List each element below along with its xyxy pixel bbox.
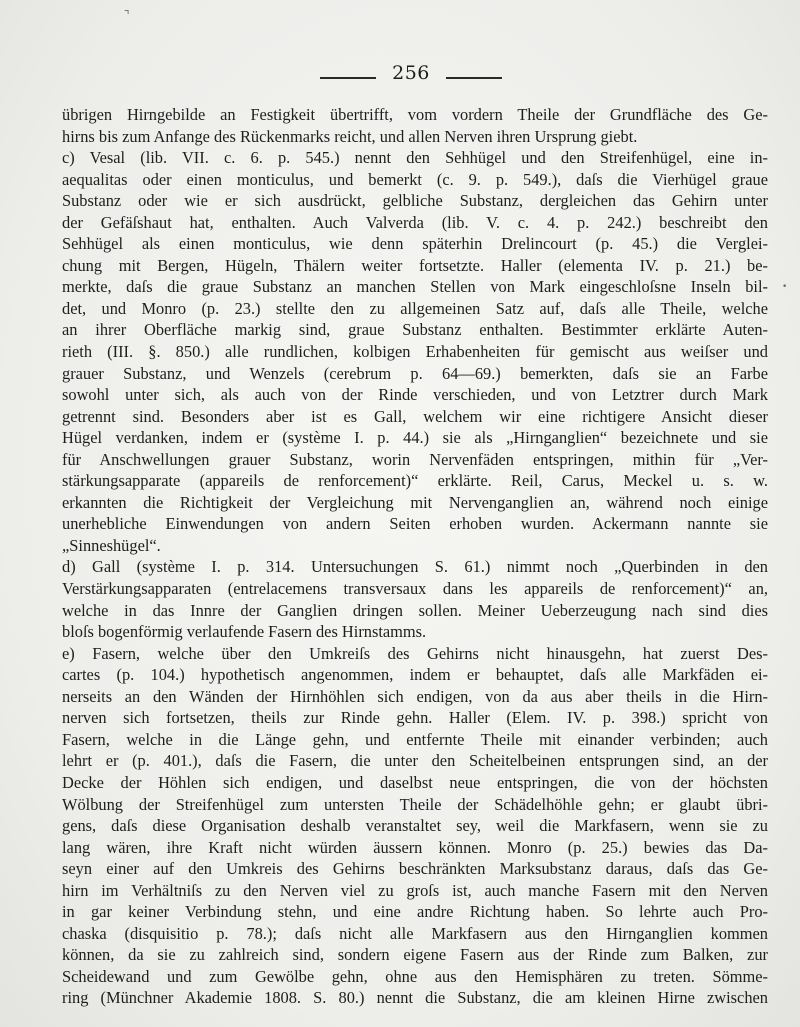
text-line: chung mit Bergen, Hügeln, Thälern weiter fortsetzte. Haller (elementa IV. p. 21.) be- bbox=[62, 255, 768, 275]
text-line: für Anschwellungen grauer Substanz, worin Nervenfäden entspringen, mithin für „Ver- bbox=[62, 449, 768, 469]
text-line: in gar keiner Verbindung stehn, und eine andre Richtung haben. So lehrte auch Pro- bbox=[62, 902, 768, 922]
page-number: 256 bbox=[392, 62, 430, 84]
text-line: grauer Substanz, und Wenzels (cerebrum p. 64—69.) bemerkten, daſs sie an Farbe bbox=[62, 363, 768, 383]
text-line: Sehhügel als einen monticulus, wie denn späterhin Drelincourt (p. 45.) die Verglei- bbox=[62, 234, 768, 254]
text-line: cartes (p. 104.) hypothetisch angenommen, indem er behauptet, daſs alle Markfäden ei- bbox=[62, 665, 768, 685]
text-line: merkte, daſs die graue Substanz an manchen Stellen von Mark eingeschloſsne Inseln bil- bbox=[62, 277, 768, 297]
text-line: c) Vesal (lib. VII. c. 6. p. 545.) nennt den Sehhügel und den Streifenhügel, eine in- bbox=[62, 148, 768, 168]
text-line: „Sinneshügel“. bbox=[62, 535, 161, 555]
text-line: erkannten die Richtigkeit der Vergleichung mit Nervenganglien an, während noch einige bbox=[62, 492, 768, 512]
text-line: der Gefäſshaut hat, enthalten. Auch Valverda (lib. V. c. 4. p. 242.) beschreibt den bbox=[62, 212, 768, 232]
text-line: Fasern, welche in die Länge gehn, und entfernte Theile mit einander verbinden; auch bbox=[62, 729, 768, 749]
text-line: Wölbung der Streifenhügel zum untersten Theile der Schädelhöhle gehn; er glaubt übri- bbox=[62, 794, 768, 814]
text-line: Decke der Höhlen sich endigen, und daselbst neue entspringen, die von der höchsten bbox=[62, 772, 768, 792]
text-line: können, da sie zu zahlreich sind, sondern eigene Fasern aus der Rinde zum Balken, zur bbox=[62, 945, 768, 965]
margin-dot: • bbox=[782, 282, 788, 292]
text-line: aequalitas oder einen monticulus, und bemerkt (c. 9. p. 549.), daſs die Vierhügel graue bbox=[62, 169, 768, 189]
margin-mark: ⌝ bbox=[124, 8, 130, 22]
text-line: Hügel verdanken, indem er (système I. p. 44.) sie als „Hirnganglien“ bezeichnete und sie bbox=[62, 428, 768, 448]
text-line: lehrt er (p. 401.), daſs die Fasern, die unter den Scheitelbeinen entsprungen sind, an der bbox=[62, 751, 768, 771]
text-line: Scheidewand und zum Gewölbe gehn, ohne aus den Hemisphären zu treten. Sömme- bbox=[62, 966, 768, 986]
text-line: chaska (disquisitio p. 78.); daſs nicht alle Markfasern aus den Hirnganglien kommen bbox=[62, 923, 768, 943]
text-line: übrigen Hirngebilde an Festigkeit übertrifft, vom vordern Theile der Grundfläche des Ge- bbox=[62, 105, 768, 124]
text-line: getrennt sind. Besonders aber ist es Gall, welchem wir eine richtigere Ansicht dieser bbox=[62, 406, 768, 426]
text-line: Verstärkungsapparaten (entrelacemens transversaux dans les appareils de renforcement)“ an, bbox=[62, 579, 768, 599]
text-line: rieth (III. §. 850.) alle rundlichen, kolbigen Erhabenheiten für gemischt aus weiſser und bbox=[62, 342, 768, 362]
text-line: stärkungsapparate (appareils de renforcement)“ erklärte. Reil, Carus, Meckel u. s. w. bbox=[62, 471, 768, 491]
text-line: nerven sich fortsetzen, theils zur Rinde gehn. Haller (Elem. IV. p. 398.) spricht von bbox=[62, 708, 768, 728]
text-line: nerseits an den Wänden der Hirnhöhlen sich endigen, von da aus aber theils in die Hirn- bbox=[62, 686, 768, 706]
header-rule-right bbox=[446, 77, 502, 79]
text-line: lang wären, ihre Kraft nicht würden äussern können. Monro (p. 25.) bewies das Da- bbox=[62, 837, 768, 857]
text-line: unerhebliche Einwendungen von andern Seiten erhoben wurden. Ackermann nannte sie bbox=[62, 514, 768, 534]
text-line: seyn einer auf den Umkreis des Gehirns beschränkten Marksubstanz daraus, daſs das Ge- bbox=[62, 859, 768, 879]
text-line: det, und Monro (p. 23.) stellte den zu allgemeinen Satz auf, daſs alle Theile, welche bbox=[62, 298, 768, 318]
text-line: e) Fasern, welche über den Umkreiſs des Gehirns nicht hinausgehn, hat zuerst Des- bbox=[62, 643, 768, 663]
text-line: gens, daſs diese Organisation deshalb veranstaltet sey, weil die Markfasern, wenn sie zu bbox=[62, 816, 768, 836]
text-line: hirns bis zum Anfange des Rückenmarks reicht, und allen Nerven ihren Ursprung giebt. bbox=[62, 126, 638, 146]
page-header bbox=[0, 62, 800, 92]
text-line: welche in das Innre der Ganglien dringen sollen. Meiner Ueberzeugung nach sind dies bbox=[62, 600, 768, 620]
text-line: sowohl unter sich, als auch von der Rinde verschieden, und von Letztrer durch Mark bbox=[62, 385, 768, 405]
text-line: Substanz oder wie er sich ausdrückt, gelbliche Substanz, dergleichen das Gehirn unter bbox=[62, 191, 768, 211]
text-line: an ihrer Oberfläche markig sind, graue Substanz enthalten. Bestimmter erklärte Auten- bbox=[62, 320, 768, 340]
text-line: d) Gall (système I. p. 314. Untersuchungen S. 61.) nimmt noch „Querbinden in den bbox=[62, 557, 768, 577]
header-rule-left bbox=[320, 77, 376, 79]
text-line: ring (Münchner Akademie 1808. S. 80.) nennt die Substanz, die am kleinen Hirne zwischen bbox=[62, 988, 768, 1008]
text-line: hirn im Verhältniſs zu den Nerven viel zu groſs ist, auch manche Fasern mit den Nerven bbox=[62, 880, 768, 900]
body-text bbox=[62, 104, 768, 1009]
text-line: bloſs bogenförmig verlaufende Fasern des Hirnstamms. bbox=[62, 622, 427, 642]
